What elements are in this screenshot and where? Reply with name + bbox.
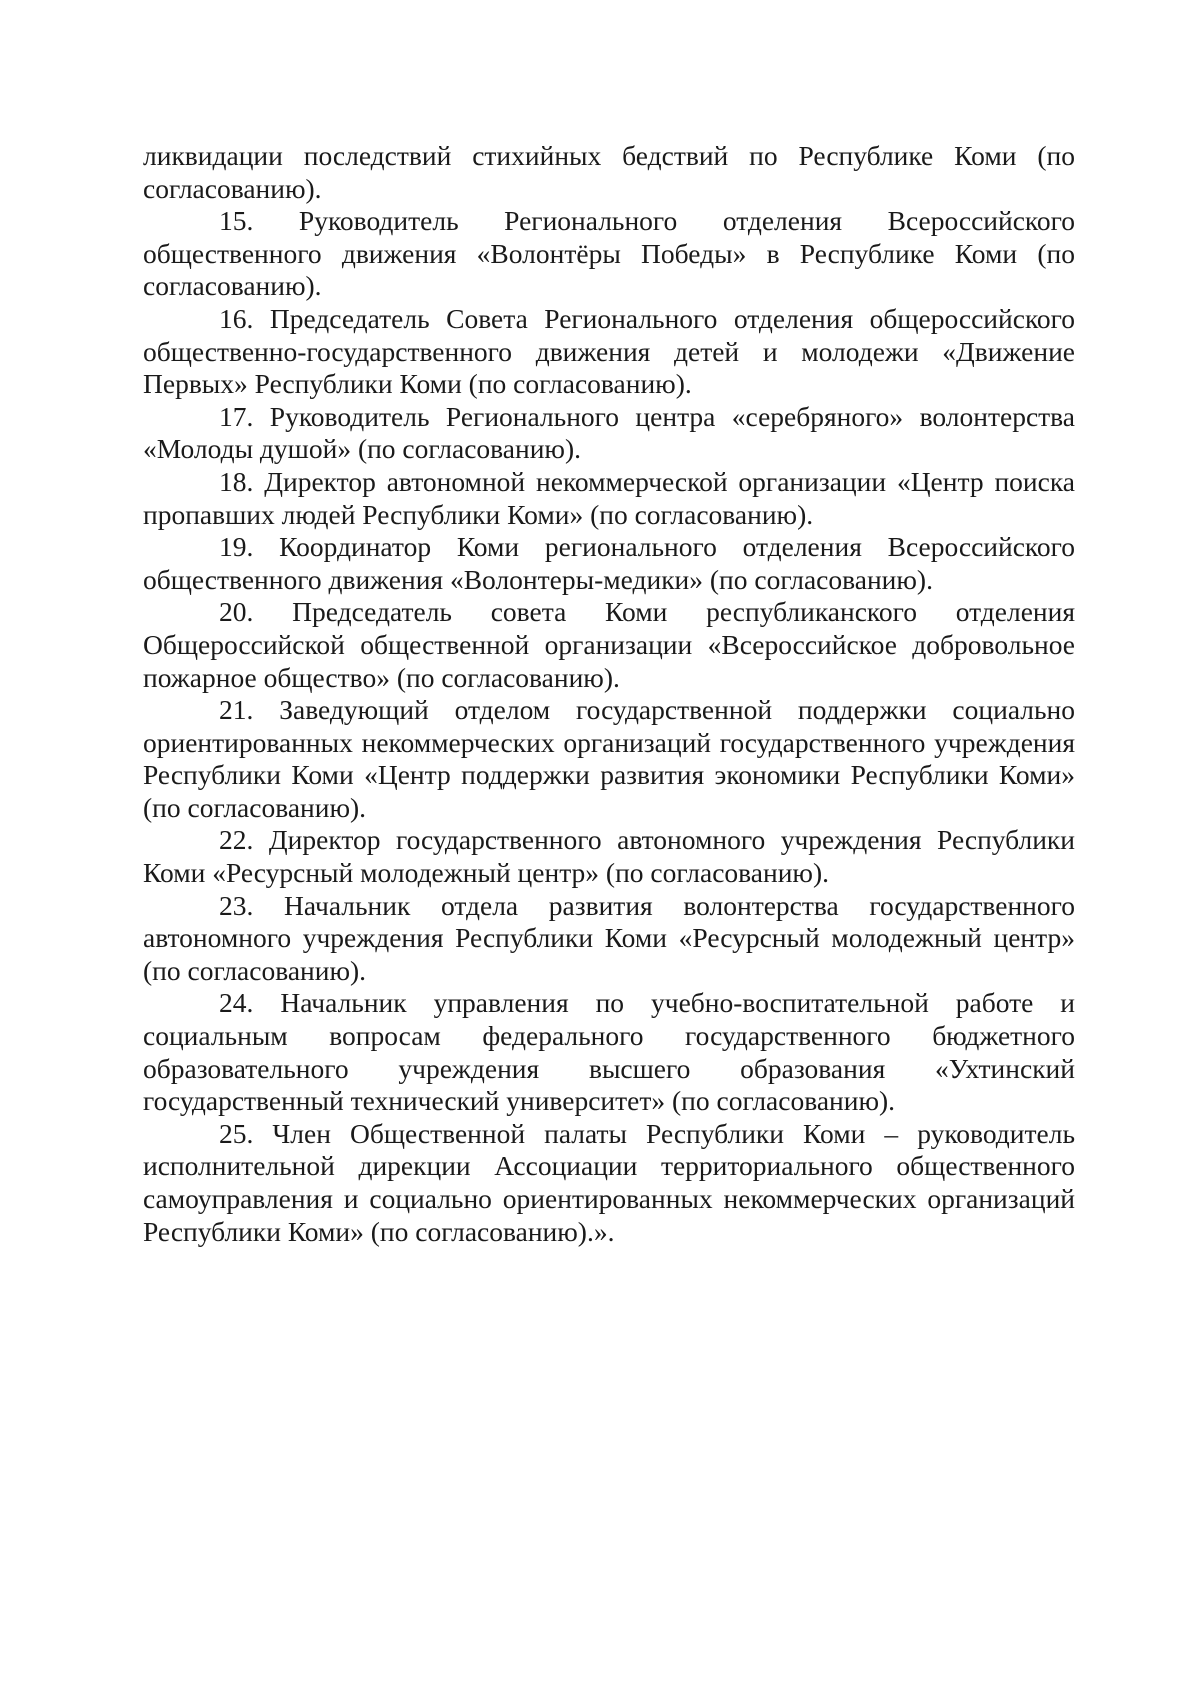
list-item-20: 20. Председатель совета Коми республиканского отделения Общероссийской общественной организации «Всероссийское добровольное пожарное общество» (по согласованию). bbox=[143, 596, 1075, 693]
list-item-19: 19. Координатор Коми регионального отделения Всероссийского общественного движения «Волонтеры-медики» (по согласованию). bbox=[143, 531, 1075, 595]
list-item-25: 25. Член Общественной палаты Республики Коми – руководитель исполнительной дирекции Ассоциации территориального общественного самоуправления и социально ориентированных некоммерческих организаций Республики Коми» (по согласованию).». bbox=[143, 1117, 1075, 1247]
list-item-24: 24. Начальник управления по учебно-воспитательной работе и социальным вопросам федерального государственного бюджетного образовательного учреждения высшего образования «Ухтинский государственный технический университет» (по согласованию). bbox=[143, 987, 1075, 1117]
list-item-21: 21. Заведующий отделом государственной поддержки социально ориентированных некоммерческих организаций государственного учреждения Республики Коми «Центр поддержки развития экономики Республики Коми» (по согласованию). bbox=[143, 694, 1075, 823]
document-body bbox=[143, 140, 1075, 1248]
continuation-paragraph: ликвидации последствий стихийных бедствий по Республике Коми (по согласованию). bbox=[143, 140, 1075, 204]
list-item-15: 15. Руководитель Регионального отделения Всероссийского общественного движения «Волонтёры Победы» в Республике Коми (по согласованию). bbox=[143, 205, 1075, 302]
list-item-23: 23. Начальник отдела развития волонтерства государственного автономного учреждения Республики Коми «Ресурсный молодежный центр» (по согласованию). bbox=[143, 889, 1075, 986]
list-item-17: 17. Руководитель Регионального центра «серебряного» волонтерства «Молоды душой» (по согласованию). bbox=[143, 400, 1075, 465]
list-item-16: 16. Председатель Совета Регионального отделения общероссийского общественно-государственного движения детей и молодежи «Движение Первых» Республики Коми (по согласованию). bbox=[143, 302, 1075, 400]
list-item-18: 18. Директор автономной некоммерческой организации «Центр поиска пропавших людей Республики Коми» (по согласованию). bbox=[143, 465, 1075, 530]
list-item-22: 22. Директор государственного автономного учреждения Республики Коми «Ресурсный молодежный центр» (по согласованию). bbox=[143, 824, 1075, 889]
